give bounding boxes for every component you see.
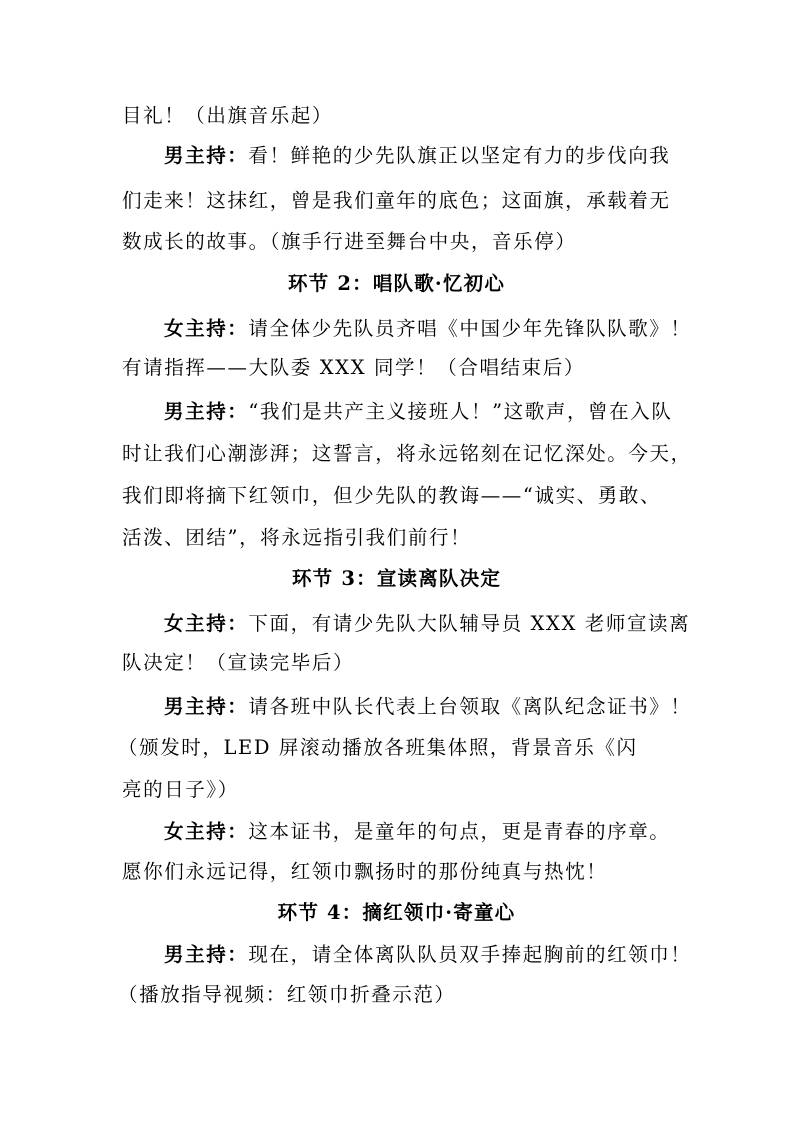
body-line: 们走来！这抹红，曾是我们童年的底色；这面旗，承载着无: [122, 189, 671, 212]
body-line: 有请指挥——大队委 XXX 同学！（合唱结束后）: [122, 356, 585, 379]
dialogue-line: 男主持：看！鲜艳的少先队旗正以坚定有力的步伐向我: [164, 144, 671, 167]
speaker-label: 男主持：: [164, 400, 249, 423]
body-line: 愿你们永远记得，红领巾飘扬时的那份纯真与热忱！: [122, 860, 608, 883]
body-line: 活泼、团结”，将永远指引我们前行！: [122, 526, 472, 549]
dialogue-line: 男主持：请各班中队长代表上台领取《离队纪念证书》！: [164, 695, 692, 718]
body-line: 时让我们心潮澎湃；这誓言，将永远铭刻在记忆深处。今天，: [122, 442, 692, 465]
body-line: 目礼！（出旗音乐起）: [122, 104, 334, 127]
section-heading: 环节 2：唱队歌·忆初心: [287, 272, 506, 295]
dialogue-line: 女主持：下面，有请少先队大队辅导员 XXX 老师宣读离: [164, 612, 691, 635]
body-line: （播放指导视频：红领巾折叠示范）: [118, 983, 456, 1006]
speaker-label: 男主持：: [164, 943, 249, 966]
dialogue-line: 女主持：这本证书，是童年的句点，更是青春的序章。: [164, 820, 671, 843]
body-line: （颁发时，LED 屏滚动播放各班集体照，背景音乐《闪: [118, 736, 638, 759]
speaker-label: 女主持：: [164, 317, 249, 340]
speaker-label: 女主持：: [164, 820, 249, 843]
speaker-label: 男主持：: [164, 144, 249, 167]
dialogue-line: 男主持：现在，请全体离队队员双手捧起胸前的红领巾！: [164, 943, 692, 966]
speaker-label: 男主持：: [164, 695, 249, 718]
section-heading: 环节 3：宣读离队决定: [291, 567, 502, 590]
body-line: 数成长的故事。（旗手行进至舞台中央，音乐停）: [122, 230, 577, 253]
section-heading: 环节 4：摘红领巾·寄童心: [277, 901, 516, 924]
body-line: 我们即将摘下红领巾，但少先队的教诲——“诚实、勇敢、: [122, 484, 662, 507]
speaker-label: 女主持：: [164, 612, 249, 635]
body-line: 亮的日子》）: [122, 778, 239, 801]
dialogue-line: 男主持：“我们是共产主义接班人！”这歌声，曾在入队: [164, 400, 673, 423]
dialogue-line: 女主持：请全体少先队员齐唱《中国少年先锋队队歌》！: [164, 317, 692, 340]
body-line: 队决定！（宣读完毕后）: [122, 651, 355, 674]
